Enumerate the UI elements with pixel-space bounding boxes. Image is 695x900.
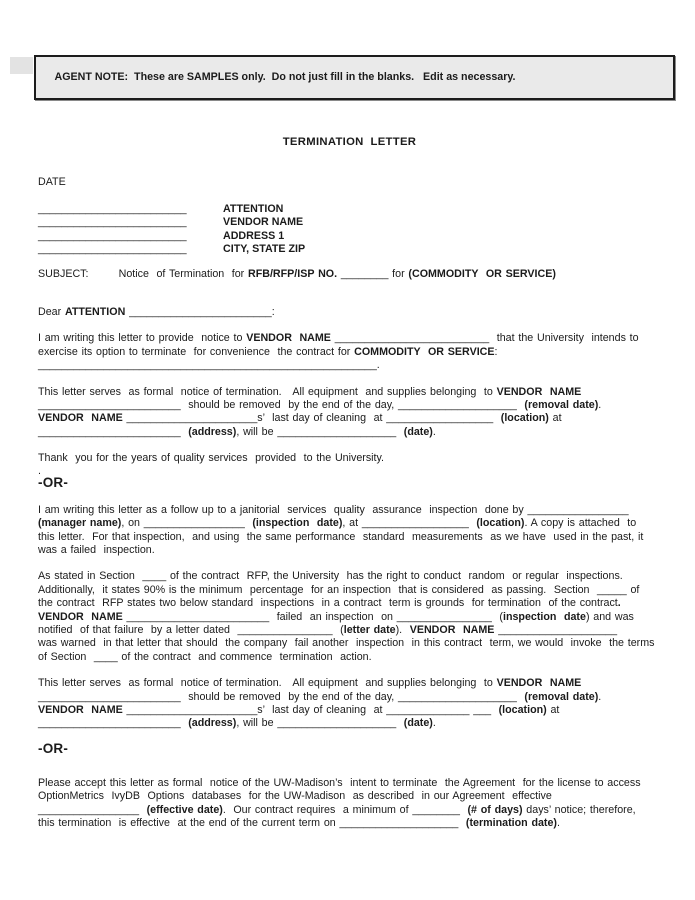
text: ________________________ should be removed by the end of the day, ____________________: [38, 399, 525, 412]
salutation: [38, 306, 661, 319]
text: of Section ____ of the contract and commence termination action.: [38, 650, 372, 663]
date-label: DATE: [38, 176, 66, 188]
text: was warned in that letter that should the company fail another inspection in this contract term, we would invoke the terms: [38, 637, 655, 650]
text: exercise its option to terminate for convenience the contract for: [38, 345, 355, 358]
bold-text: (address): [188, 717, 237, 730]
bold-text: .: [617, 597, 621, 610]
text: ________________________ should be removed by the end of the day, ____________________: [38, 690, 525, 703]
address-row: [38, 243, 661, 256]
text: this termination is effective at the end of the current term on ____________________: [38, 817, 466, 829]
address-blank-line: _________________________: [38, 203, 187, 215]
license-termination-paragraph: [38, 777, 661, 831]
address-row: [38, 203, 661, 216]
subject-line: [38, 268, 661, 281]
text: .: [556, 817, 560, 829]
text: _________________: [38, 803, 147, 816]
address-label: VENDOR NAME: [223, 216, 304, 229]
letter-body: [38, 268, 661, 831]
address-block: [38, 203, 661, 257]
scan-artifact-patch: [10, 57, 33, 74]
text: the contract RFP states two below standard inspections in a contract term is grounds for termination of the contract: [38, 597, 618, 610]
text: Additionally, it states 90% is the minimum percentage for an inspection that is considered as passing. Section _____ of: [38, 583, 640, 596]
text: , at __________________: [342, 517, 477, 530]
text: I am writing this letter as a follow up to a janitorial services quality assurance inspection done by _________________: [38, 503, 629, 516]
agent-note-text: AGENT NOTE: These are SAMPLES only. Do not just fill in the blanks. Edit as necessary.: [54, 71, 516, 83]
text: SUBJECT:: [38, 267, 89, 280]
bold-text: letter date: [343, 623, 396, 636]
thank-you-paragraph: [38, 452, 661, 465]
bold-text: (date): [403, 425, 433, 438]
text: .: [598, 690, 602, 703]
text: ____________________: [494, 623, 618, 636]
bold-text: (termination date): [465, 817, 557, 829]
text: this letter. For that inspection, and using the same performance standard measurements as we have used in the past, it: [38, 530, 644, 543]
bold-text: (# of days): [467, 803, 523, 816]
bold-text: (inspection date): [252, 517, 343, 530]
formal-notice-paragraph-1: [38, 386, 661, 440]
address-label: ADDRESS 1: [223, 229, 285, 242]
inspection-followup-paragraph: [38, 504, 661, 558]
text: As stated in Section ____ of the contract RFP, the University has the right to conduct random or regular inspections.: [38, 570, 623, 583]
text: ).: [395, 623, 410, 636]
text: This letter serves as formal notice of termination. All equipment and supplies belonging to: [38, 385, 497, 398]
bold-text: (manager name): [38, 517, 122, 530]
text: ________________________:: [125, 306, 275, 319]
bold-text: (address): [188, 425, 237, 438]
bold-text: RFB/RFP/ISP NO.: [247, 267, 338, 280]
text: .: [598, 399, 602, 412]
bold-text: VENDOR NAME: [496, 385, 582, 398]
bold-text: VENDOR NAME: [38, 412, 123, 425]
address-blank-line: _________________________: [38, 216, 187, 229]
text: :: [494, 345, 498, 358]
text: Dear: [38, 306, 65, 319]
text: notified of that failure by a letter dated ________________ (: [38, 623, 344, 636]
address-row: [38, 216, 661, 229]
text: OptionMetrics IvyDB Options databases for the UW-Madison as described in our Agreement effective: [38, 790, 552, 803]
formal-notice-paragraph-2: [38, 677, 661, 731]
bold-text: ATTENTION: [64, 306, 126, 319]
or-separator: -OR-: [38, 740, 69, 756]
text: ________ for: [337, 267, 409, 280]
notice-of-intent-paragraph: [38, 332, 661, 372]
bold-text: VENDOR NAME: [246, 332, 331, 345]
bold-text: (location): [498, 703, 547, 716]
text: I am writing this letter to provide notice to: [38, 332, 247, 345]
text: . A copy is attached to: [524, 517, 637, 530]
text: , will be ____________________: [236, 425, 404, 438]
bold-text: (location): [476, 517, 525, 530]
text: , will be ____________________: [236, 717, 404, 730]
text: ______________________s’ last day of cleaning at __________________: [122, 412, 501, 425]
bold-text: inspection date: [502, 610, 586, 623]
bold-text: (COMMODITY OR SERVICE): [408, 267, 556, 280]
bold-text: (removal date): [524, 690, 599, 703]
contract-section-paragraph: [38, 570, 661, 664]
bold-text: (date): [403, 717, 433, 730]
address-blank-line: _________________________: [38, 229, 187, 242]
bold-text: (removal date): [524, 399, 599, 412]
text: ________________________: [38, 425, 189, 438]
text: This letter serves as formal notice of termination. All equipment and supplies belonging to: [38, 677, 497, 690]
bold-text: (effective date): [146, 803, 223, 816]
text: at: [546, 703, 560, 716]
text: ) and was: [585, 610, 634, 623]
text: ________________________: [38, 717, 189, 730]
text: .: [432, 425, 436, 438]
text: ______________________s’ last day of cleaning at ______________ ___: [122, 703, 499, 716]
text: . Our contract requires a minimum of ________: [222, 803, 468, 816]
address-label: CITY, STATE ZIP: [223, 243, 306, 256]
address-label: ATTENTION: [223, 203, 284, 215]
or-separator: -OR-: [38, 474, 69, 490]
address-row: [38, 230, 661, 243]
agent-note-box: [34, 55, 675, 100]
text: , on _________________: [121, 517, 253, 530]
address-blank-line: _________________________: [38, 243, 187, 256]
bold-text: VENDOR NAME: [38, 610, 123, 623]
bold-text: (location): [500, 412, 549, 425]
text: _________________________________________________________.: [38, 359, 380, 372]
bold-text: VENDOR NAME: [496, 677, 582, 690]
text: days’ notice; therefore,: [522, 803, 636, 816]
text: .: [432, 717, 436, 730]
text: was a failed inspection.: [38, 543, 155, 556]
document-title: TERMINATION LETTER: [282, 136, 417, 148]
text: Notice of Termination for: [88, 267, 248, 280]
bold-text: COMMODITY OR SERVICE: [354, 345, 495, 358]
bold-text: VENDOR NAME: [409, 623, 495, 636]
text: at: [548, 412, 562, 425]
text: Thank you for the years of quality services provided to the University.: [38, 452, 385, 465]
text: Please accept this letter as formal notice of the UW-Madison’s intent to terminate the Agreement for the license to access: [38, 776, 641, 789]
text: ________________________ failed an inspection on ________________ (: [122, 610, 503, 623]
bold-text: VENDOR NAME: [38, 703, 123, 716]
stray-period: .: [38, 464, 41, 477]
text: __________________________ that the University intends to: [330, 332, 639, 345]
